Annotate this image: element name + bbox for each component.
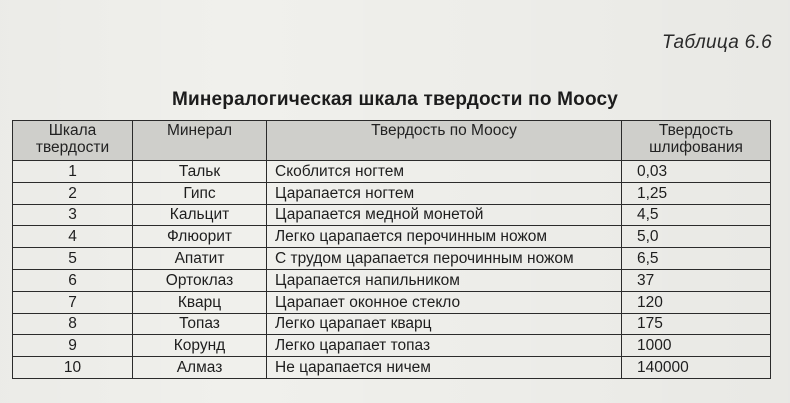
header-row (13, 121, 771, 161)
table-row (13, 226, 771, 248)
cell-grinding-hardness: 1,25 (622, 182, 771, 204)
cell-mohs-hardness: Скоблится ногтем (267, 161, 622, 183)
cell-grinding-hardness: 120 (622, 291, 771, 313)
cell-grinding-hardness: 175 (622, 313, 771, 335)
header-scale: Шкала твердости (13, 121, 133, 161)
cell-mineral: Ортоклаз (133, 269, 267, 291)
cell-mohs-hardness: Царапает оконное стекло (267, 291, 622, 313)
cell-scale: 1 (13, 161, 133, 183)
table-row (13, 204, 771, 226)
cell-grinding-hardness: 1000 (622, 335, 771, 357)
cell-mineral: Флюорит (133, 226, 267, 248)
header-grinding-hardness: Твердость шлифования (622, 121, 771, 161)
cell-mohs-hardness: Не царапается ничем (267, 357, 622, 379)
cell-scale: 7 (13, 291, 133, 313)
cell-mohs-hardness: Царапается напильником (267, 269, 622, 291)
cell-grinding-hardness: 0,03 (622, 161, 771, 183)
header-mohs-hardness: Твердость по Моосу (267, 121, 622, 161)
cell-scale: 10 (13, 357, 133, 379)
cell-mohs-hardness: Легко царапает кварц (267, 313, 622, 335)
table-row (13, 161, 771, 183)
cell-mineral: Корунд (133, 335, 267, 357)
cell-scale: 8 (13, 313, 133, 335)
cell-mohs-hardness: Легко царапается перочинным ножом (267, 226, 622, 248)
cell-grinding-hardness: 4,5 (622, 204, 771, 226)
cell-scale: 3 (13, 204, 133, 226)
table-row (13, 291, 771, 313)
cell-scale: 2 (13, 182, 133, 204)
header-mineral: Минерал (133, 121, 267, 161)
mohs-hardness-table (12, 120, 771, 379)
cell-grinding-hardness: 37 (622, 269, 771, 291)
table-row (13, 335, 771, 357)
cell-mineral: Топаз (133, 313, 267, 335)
cell-grinding-hardness: 5,0 (622, 226, 771, 248)
cell-mineral: Апатит (133, 248, 267, 270)
table-row (13, 182, 771, 204)
table-title: Минералогическая шкала твердости по Моосу (171, 89, 619, 110)
cell-mohs-hardness: С трудом царапается перочинным ножом (267, 248, 622, 270)
cell-scale: 6 (13, 269, 133, 291)
table-row (13, 313, 771, 335)
table-row (13, 248, 771, 270)
table-row (13, 357, 771, 379)
cell-grinding-hardness: 140000 (622, 357, 771, 379)
cell-mohs-hardness: Легко царапает топаз (267, 335, 622, 357)
cell-scale: 9 (13, 335, 133, 357)
cell-scale: 5 (13, 248, 133, 270)
cell-grinding-hardness: 6,5 (622, 248, 771, 270)
cell-mohs-hardness: Царапается медной монетой (267, 204, 622, 226)
cell-mineral: Кварц (133, 291, 267, 313)
cell-mohs-hardness: Царапается ногтем (267, 182, 622, 204)
cell-mineral: Кальцит (133, 204, 267, 226)
table-row (13, 269, 771, 291)
cell-mineral: Гипс (133, 182, 267, 204)
cell-mineral: Алмаз (133, 357, 267, 379)
cell-scale: 4 (13, 226, 133, 248)
cell-mineral: Тальк (133, 161, 267, 183)
table-number: Таблица 6.6 (662, 32, 772, 53)
